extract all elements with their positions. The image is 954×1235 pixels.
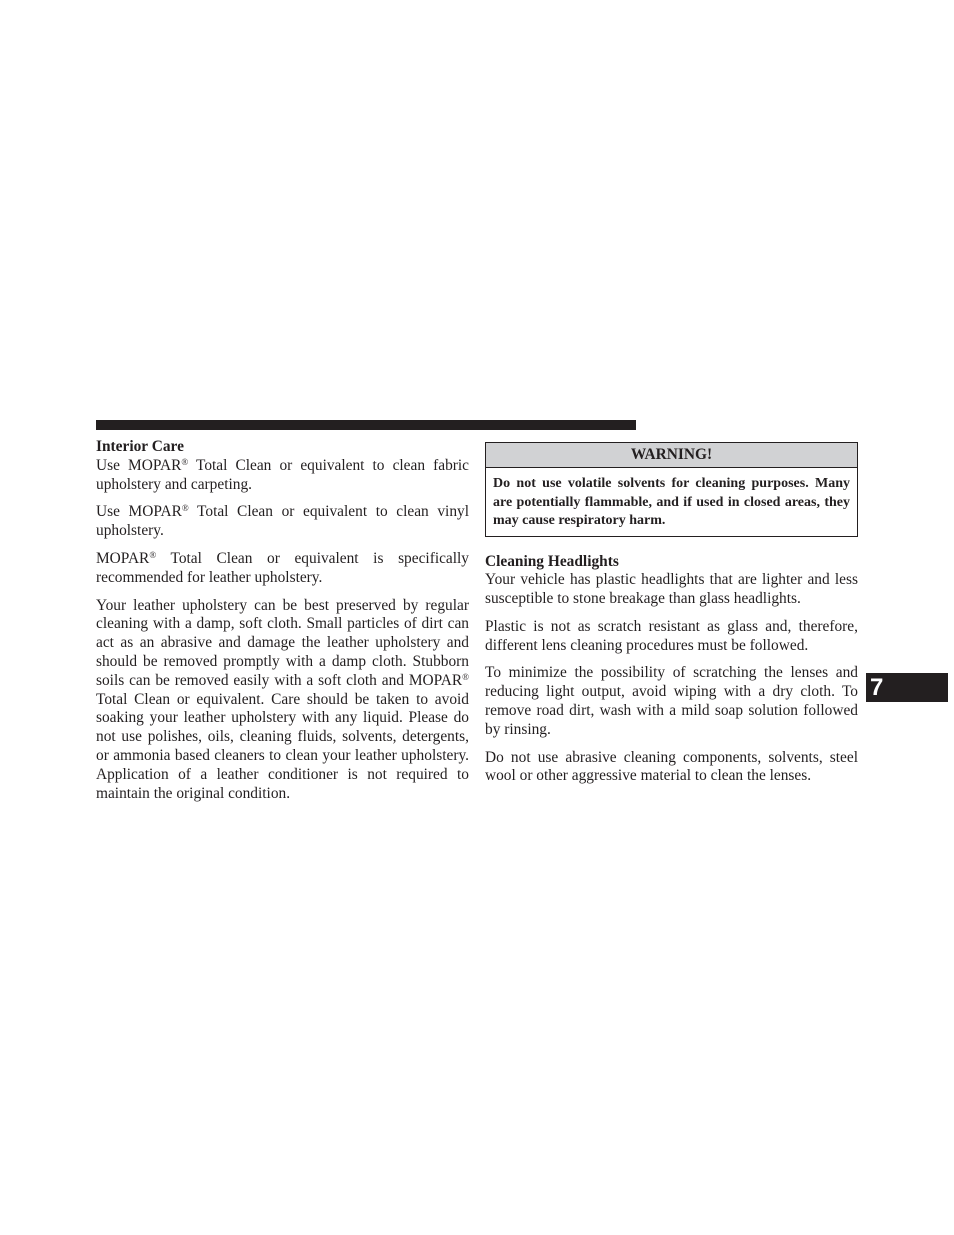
right-column: [485, 438, 858, 795]
interior-care-paragraph-2: Use MOPAR® Total Clean or equivalent to clean vinyl upholstery.: [96, 503, 469, 540]
headlights-paragraph-3: To minimize the possibility of scratching the lenses and reducing light output, avoid wiping with a dry cloth. To remove road dirt, wash with a mild soap solution followed by rinsing.: [485, 664, 858, 738]
registered-mark: ®: [181, 503, 189, 514]
registered-mark: ®: [149, 549, 157, 560]
warning-title: WARNING!: [486, 443, 857, 468]
interior-care-paragraph-1: Use MOPAR® Total Clean or equivalent to clean fabric upholstery and carpeting.: [96, 456, 470, 493]
interior-care-paragraph-4: Your leather upholstery can be best preserved by regular cleaning with a damp, soft cloth. Small particles of dirt can act as an abrasive and damage the leather upholstery and should be removed promptly with a damp cloth. Stubborn soils can be removed easily with a soft cloth and MOPAR® Total Clean or equivalent. Care should be taken to avoid soaking your leather upholstery with any liquid. Please do not use polishes, oils, cleaning fluids, solvents, detergents, or ammonia based cleaners to clean your leather upholstery. Application of a leather conditioner is not required to maintain the original condition.: [96, 596, 469, 802]
chapter-tab: [866, 673, 948, 702]
headlights-paragraph-1: Your vehicle has plastic headlights that are lighter and less susceptible to stone breakage than glass headlights.: [485, 571, 858, 608]
chapter-number: 7: [870, 674, 884, 701]
warning-body: Do not use volatile solvents for cleaning purposes. Many are potentially flammable, and if used in closed areas, they may cause respiratory harm.: [493, 476, 850, 528]
interior-care-paragraph-3: MOPAR® Total Clean or equivalent is specifically recommended for leather upholstery.: [96, 549, 469, 586]
interior-care-heading: Interior Care: [96, 438, 184, 455]
registered-mark: ®: [181, 456, 189, 467]
headlights-paragraph-4: Do not use abrasive cleaning components, solvents, steel wool or other aggressive material to clean the lenses.: [485, 748, 858, 785]
cleaning-headlights-heading: Cleaning Headlights: [485, 552, 619, 570]
left-column: [96, 438, 469, 812]
registered-mark: ®: [462, 671, 469, 682]
warning-box: [485, 442, 858, 537]
headlights-paragraph-2: Plastic is not as scratch resistant as glass and, therefore, different lens cleaning procedures must be followed.: [485, 617, 858, 654]
section-top-rule: [96, 420, 636, 430]
